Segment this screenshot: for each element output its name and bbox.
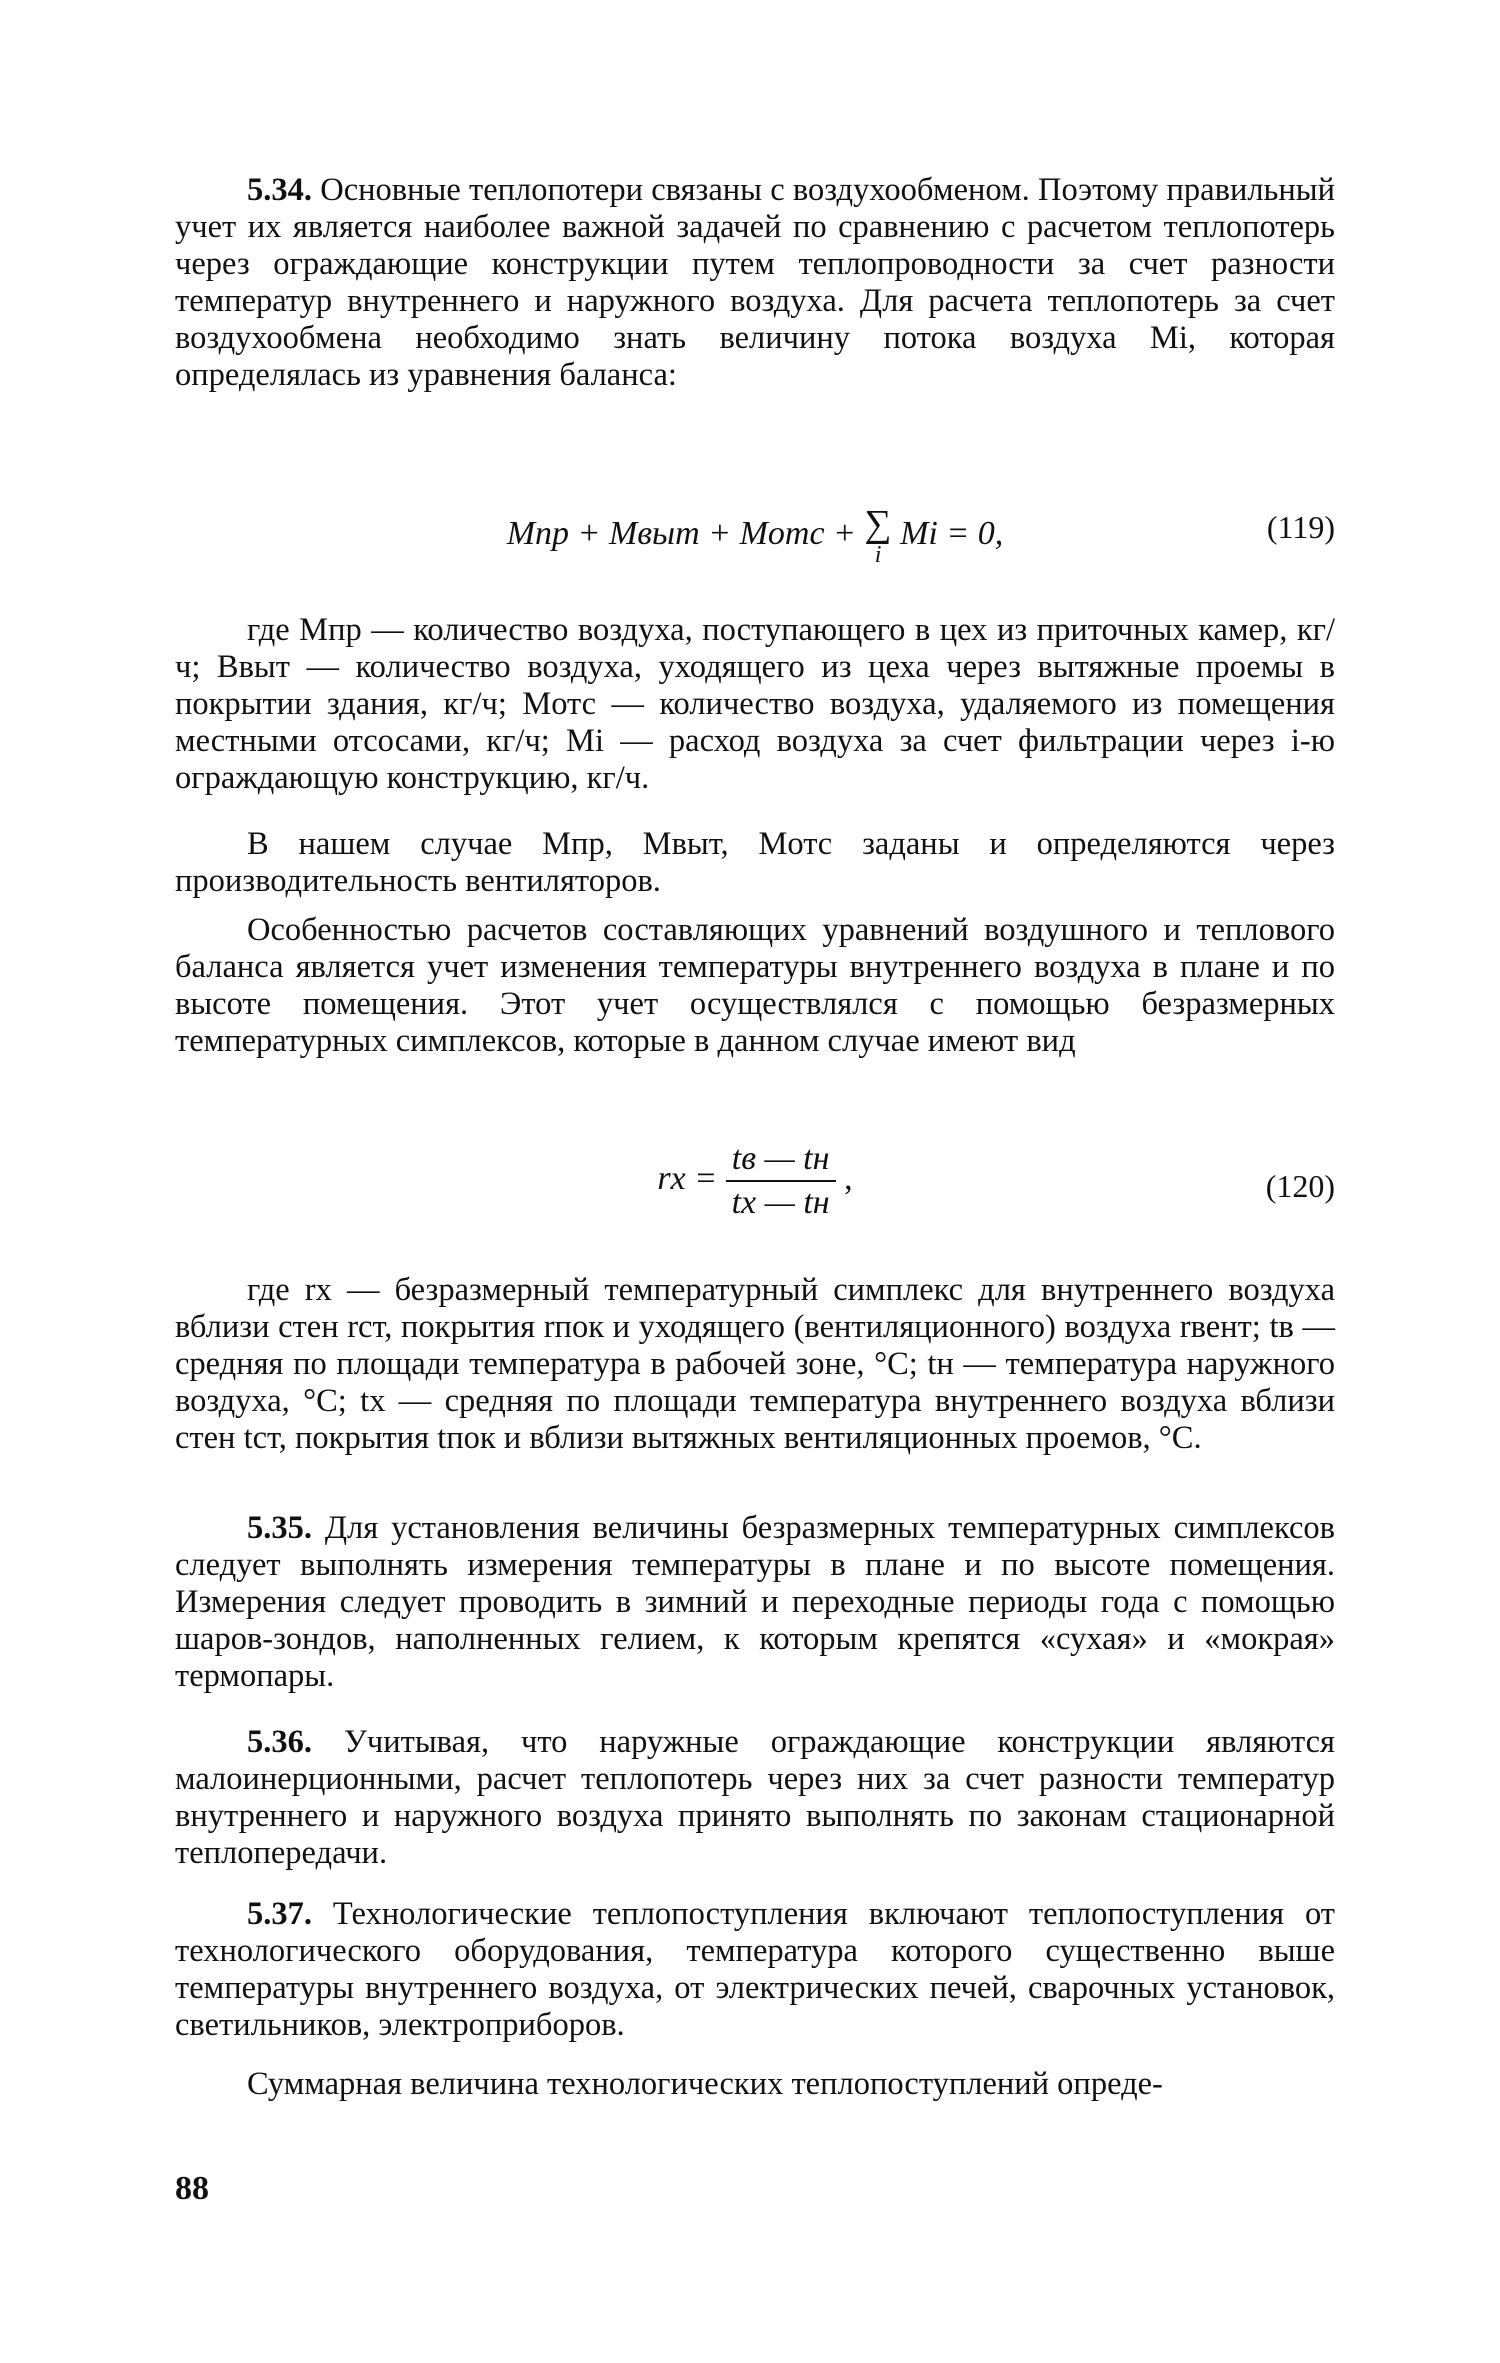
paragraph-text: Суммарная величина технологических теплопоступлений опреде- <box>247 2066 1163 2102</box>
paragraph-where-120 <box>175 1272 1335 1457</box>
fraction <box>726 1140 836 1222</box>
paragraph-text: Технологические теплопоступления включают теплопоступления от технологического оборудования, температура которого существенно выше температуры внутреннего воздуха, от электрических печей, сварочных установок, светильников, электроприборов. <box>175 1896 1335 2043</box>
paragraph-text: где rx — безразмерный температурный симплекс для внутреннего воздуха вблизи стен rст, покрытия rпок и уходящего (вентиляционного) воздуха rвент; tв — средняя по площади температура в рабочей зоне, °С; tн — температура наружного воздуха, °С; tx — средняя по площади температура внутреннего воздуха вблизи стен tст, покрытия tпок и вблизи вытяжных вентиляционных проемов, °С. <box>175 1272 1335 1456</box>
paragraph-text: Для установления величины безразмерных температурных симплексов следует выполнять измерения температуры в плане и по высоте помещения. Измерения следует проводить в зимний и переходные периоды года с помощью шаров-зондов, наполненных гелием, к которым крепятся «сухая» и «мокрая» термопары. <box>175 1510 1335 1694</box>
formula-lhs: rx = <box>657 1159 726 1197</box>
paragraph-text: Учитывая, что наружные ограждающие конструкции являются малоинерционными, расчет теплопотерь через них за счет разности температур внутреннего и наружного воздуха принято выполнять по законам стационарной теплопередачи. <box>175 1724 1335 1871</box>
paragraph-5-36 <box>175 1724 1335 1872</box>
formula-left: Mпр + Mвыт + Mотс + <box>506 514 865 552</box>
paragraph-features <box>175 912 1335 1060</box>
paragraph-summary <box>175 2066 1335 2103</box>
paragraph-text: Основные теплопотери связаны с воздухообменом. Поэтому правильный учет их является наиболее важной задачей по сравнению с расчетом теплопотерь через ограждающие конструкции путем теплопроводности за счет разности температур внутреннего и наружного воздуха. Для расчета теплопотерь за счет воздухообмена необходимо знать величину потока воздуха Mi, которая определялась из уравнения баланса: <box>175 172 1335 393</box>
paragraph-5-35 <box>175 1510 1335 1695</box>
paragraph-where-119 <box>175 612 1335 797</box>
formula-119 <box>175 505 1335 567</box>
equation-number: (119) <box>1266 509 1335 545</box>
paragraph-5-37 <box>175 1896 1335 2044</box>
formula-120 <box>175 1140 1335 1222</box>
sigma-subscript: i <box>874 542 882 568</box>
fraction-denominator: tx — tн <box>731 1184 830 1221</box>
paragraph-text: Особенностью расчетов составляющих уравнений воздушного и теплового баланса является учет изменения температуры внутреннего воздуха в плане и по высоте помещения. Этот учет осуществлялся с помощью безразмерных температурных симплексов, которые в данном случае имеют вид <box>175 912 1335 1059</box>
section-number: 5.37. <box>247 1896 312 1932</box>
paragraph-text: где Mпр — количество воздуха, поступающего в цех из приточных камер, кг/ч; Bвыт — количество воздуха, уходящего из цеха через вытяжные проемы в покрытии здания, кг/ч; Mотс — количество воздуха, удаляемого из помещения местными отсосами, кг/ч; Mi — расход воздуха за счет фильтрации через i-ю ограждающую конструкцию, кг/ч. <box>175 612 1335 796</box>
sum-operator <box>864 505 891 567</box>
formula-right: Mi = 0, <box>900 514 1004 552</box>
paragraph-our-case <box>175 826 1335 900</box>
equation-number: (120) <box>1265 1168 1335 1204</box>
paragraph-5-34 <box>175 172 1335 394</box>
formula-trail: , <box>844 1159 853 1197</box>
paragraph-text: В нашем случае Mпр, Mвыт, Mотс заданы и определяются через производительность вентиляторов. <box>175 826 1335 899</box>
page-number: 88 <box>175 2170 209 2207</box>
section-number: 5.36. <box>247 1724 312 1760</box>
section-number: 5.34. <box>247 172 312 208</box>
section-number: 5.35. <box>247 1510 312 1546</box>
fraction-numerator: tв — tн <box>726 1140 836 1182</box>
sigma-symbol: ∑ <box>864 503 892 545</box>
